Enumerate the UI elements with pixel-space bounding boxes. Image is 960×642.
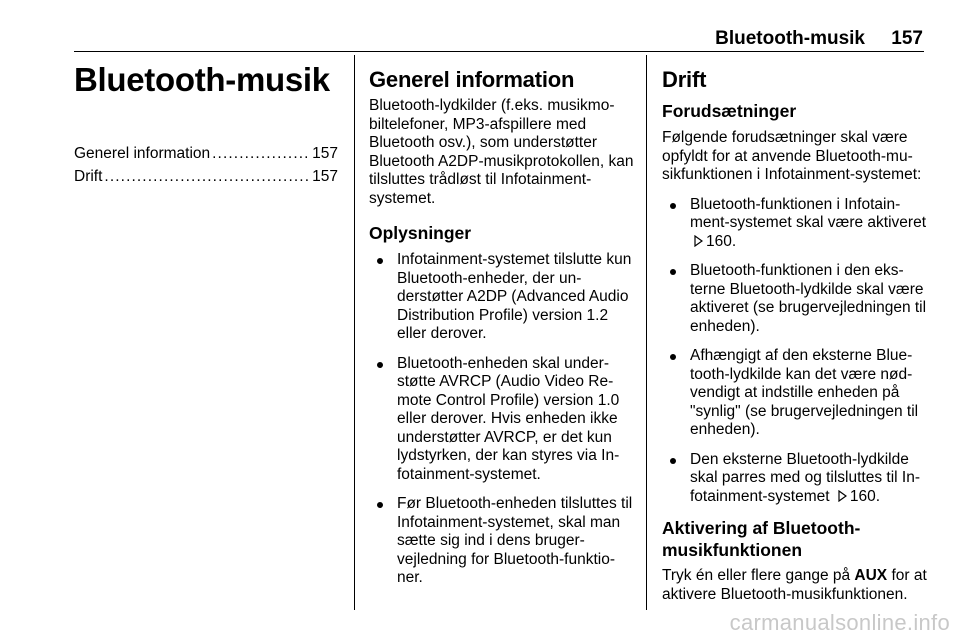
table-of-contents [74, 142, 338, 188]
chapter-column [74, 60, 338, 188]
bullet-icon [670, 269, 676, 275]
prerequisites-list [662, 196, 927, 507]
drift-column [662, 66, 927, 604]
list-item-text: Før Bluetooth-enheden tilsluttes til Infotainment-systemet, skal man sætte sig ind i dens brugervejledning for Bluetooth-funktioner. [397, 495, 633, 586]
page-number: 157 [891, 28, 923, 49]
general-intro-paragraph: Bluetooth-lydkilder (f.eks. musikmobiltelefoner, MP3-afspillere med Bluetooth osv.), som understøtter Bluetooth A2DP-musikprotokollen, kan tilsluttes trådløst til Infotainmentsystemet. [369, 97, 634, 207]
toc-entry-page: 157 [312, 168, 338, 185]
list-item-text: Bluetooth-funktionen i Infotainment-systemet skal være aktiveret [690, 195, 927, 231]
toc-entry-label: Generel information [74, 145, 211, 162]
list-item [662, 196, 927, 252]
subheading-activation: Aktivering af Bluetooth-musikfunktionen [662, 518, 861, 560]
prerequisites-intro: Følgende forudsætninger skal være opfyldt for at anvende Bluetooth-musikfunktionen i Infotainment-systemet: [662, 129, 922, 183]
section-heading-general: Generel information [369, 67, 575, 92]
page-reference-icon [838, 490, 847, 502]
bullet-icon [377, 258, 383, 264]
list-item [369, 251, 634, 344]
toc-entry-label: Drift [74, 168, 103, 185]
list-item-text: Bluetooth-funktionen i den eksterne Bluetooth-lydkilde skal være aktiveret (se brugervejledningen til enheden). [690, 262, 927, 335]
column-divider-2 [646, 55, 647, 610]
bullet-icon [670, 203, 676, 209]
column-divider-1 [354, 55, 355, 610]
toc-entry-page: 157 [312, 145, 338, 162]
bullet-icon [670, 458, 676, 464]
running-header-title: Bluetooth-musik [715, 28, 865, 49]
activation-text-post: for at aktivere Bluetooth-musikfunktionen. [662, 567, 927, 603]
list-item-text: Afhængigt af den eksterne Bluetooth-lydkilde kan det være nødvendigt at indstille enheden på "synlig" (se brugervejledningen til enheden). [690, 347, 919, 438]
subheading-prerequisites: Forudsætninger [662, 101, 797, 121]
list-item-text: Bluetooth-enheden skal understøtte AVRCP (Audio Video Remote Control Profile) version 1.0 eller derover. Hvis enheden ikke understøtter AVRCP, er det kun lydstyrken, der kan styres via Infotainment-systemet. [397, 354, 620, 483]
list-item-text: Den eksterne Bluetooth-lydkilde skal parres med og tilsluttes til Infotainment-systemet [690, 450, 921, 505]
watermark: carmanualsonline.info [729, 610, 950, 635]
toc-entry-drift[interactable] [74, 165, 338, 188]
list-item-text: Infotainment-systemet tilslutte kun Bluetooth-enheder, der understøtter A2DP (Advanced Audio Distribution Profile) version 1.2 eller derover. [397, 251, 632, 342]
toc-leader-dots [212, 142, 310, 165]
bullet-icon [377, 502, 383, 508]
list-item [369, 355, 634, 485]
section-heading-drift: Drift [662, 67, 707, 92]
list-item [662, 451, 927, 507]
page-reference[interactable]: 160. [849, 487, 881, 505]
page-reference-icon [694, 235, 703, 247]
chapter-title: Bluetooth-musik [74, 61, 330, 98]
list-item [369, 495, 634, 588]
list-item [662, 262, 927, 336]
oplysninger-list [369, 251, 634, 588]
list-item [662, 347, 927, 440]
bullet-icon [377, 362, 383, 368]
bullet-icon [670, 354, 676, 360]
activation-text-pre: Tryk én eller flere gange på [662, 567, 855, 584]
subheading-oplysninger: Oplysninger [369, 223, 472, 243]
page-reference[interactable]: 160. [706, 232, 737, 250]
activation-paragraph [662, 567, 927, 604]
header-rule [74, 51, 924, 52]
toc-entry-general[interactable] [74, 142, 338, 165]
general-information-column [369, 66, 634, 599]
toc-leader-dots [104, 165, 310, 188]
aux-key-label: AUX [854, 567, 888, 584]
